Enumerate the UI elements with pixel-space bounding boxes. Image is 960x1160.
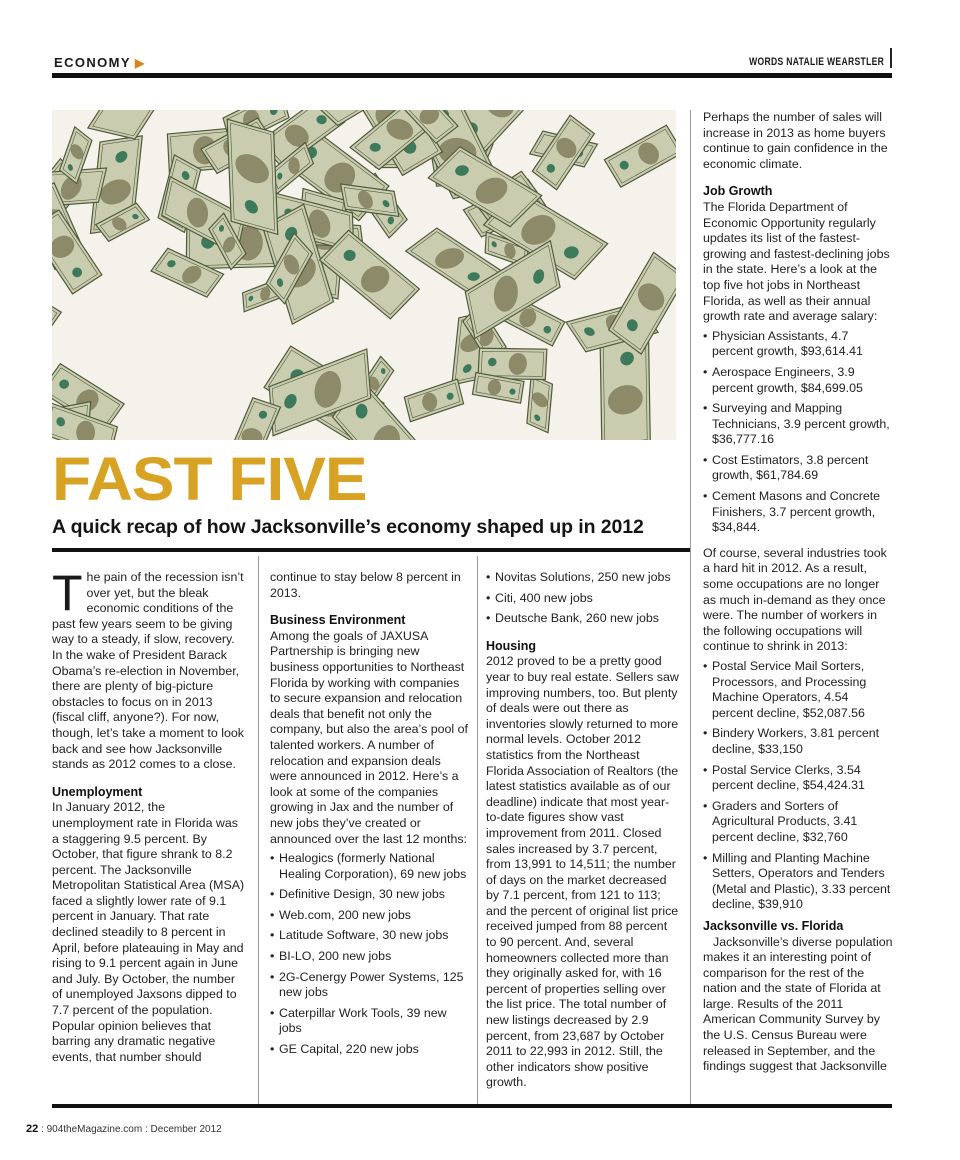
article-column-4: [703, 110, 893, 1075]
list-item: • Latitude Software, 30 new jobs: [270, 928, 468, 944]
list-item: • Aerospace Engineers, 3.9 percent growth, $84,699.05: [703, 365, 893, 396]
article-subtitle: A quick recap of how Jacksonville’s economy shaped up in 2012: [52, 516, 644, 538]
list-item: • Bindery Workers, 3.81 percent decline, $33,150: [703, 726, 893, 757]
article-column-2: [270, 570, 468, 1063]
list-item: • Postal Service Mail Sorters, Processors, and Processing Machine Operators, 4.54 percent decline, $52,087.56: [703, 659, 893, 721]
dollar-bill: [404, 379, 463, 422]
dollar-bill: [604, 125, 676, 187]
business-paragraph: Among the goals of JAXUSA Partnership is bringing new business opportunities to Northeast Florida by working with companies to secure expansion and relocation deals that benefit not only the company, but also the area’s pool of talented workers. A number of relocation and expansion deals were announced in 2012. Here’s a look at some of the companies growing in Jax and the number of new jobs they’ve created or announced over the last 12 months:: [270, 628, 468, 846]
job-growth-paragraph: The Florida Department of Economic Opportunity regularly updates its list of the fastest-growing and fastest-declining jobs in the state. Here’s a look at the top five hot jobs in Northeast Florida, as well as their annual growth rate and average salary:: [703, 199, 890, 324]
column-divider: [258, 556, 259, 1104]
list-item: • Milling and Planting Machine Setters, Operators and Tenders (Metal and Plastic), 3.33 percent decline, $39,910: [703, 851, 893, 913]
list-item: • BI-LO, 200 new jobs: [270, 949, 468, 965]
continued-paragraph: continue to stay below 8 percent in 2013.: [270, 570, 461, 600]
article-column-1: [52, 565, 248, 1065]
column-divider: [690, 110, 691, 1104]
section-name: ECONOMY: [54, 55, 131, 70]
list-item: • Caterpillar Work Tools, 39 new jobs: [270, 1006, 468, 1037]
page-folio: [26, 1123, 222, 1135]
hot-jobs-list: [703, 329, 893, 536]
list-item: • Novitas Solutions, 250 new jobs: [486, 570, 680, 586]
byline-divider: [890, 48, 892, 68]
column-divider: [477, 556, 478, 1104]
heading-job-growth: Job Growth: [703, 184, 773, 199]
companies-list: [270, 851, 468, 1058]
dollar-bill: [227, 119, 278, 234]
list-item: • Postal Service Clerks, 3.54 percent decline, $54,424.31: [703, 763, 893, 794]
heading-unemployment: Unemployment: [52, 784, 143, 799]
list-item: • Graders and Sorters of Agricultural Products, 3.41 percent decline, $32,760: [703, 799, 893, 846]
arrow-right-icon: ▶: [134, 56, 146, 70]
heading-jacksonville-vs-florida: Jacksonville vs. Florida: [703, 918, 844, 933]
heading-housing: Housing: [486, 638, 536, 653]
hero-image-money: [52, 110, 676, 440]
publication-info: : 904theMagazine.com : December 2012: [38, 1124, 222, 1135]
footer-rule: [52, 1104, 892, 1108]
list-item: • 2G-Cenergy Power Systems, 125 new jobs: [270, 970, 468, 1001]
intro-paragraph: [52, 565, 248, 773]
companies-list-continued: [486, 570, 680, 627]
list-item: • Cost Estimators, 3.8 percent growth, $61,784.69: [703, 453, 893, 484]
list-item: • Deutsche Bank, 260 new jobs: [486, 611, 680, 627]
header-rule: [52, 73, 892, 78]
article-column-3: [486, 570, 680, 1091]
article-title: FAST FIVE: [52, 444, 367, 514]
list-item: • Surveying and Mapping Technicians, 3.9 percent growth, $36,777.16: [703, 401, 893, 448]
list-item: • Cement Masons and Concrete Finishers, 3.7 percent growth, $34,844.: [703, 489, 893, 536]
list-item: • Physician Assistants, 4.7 percent growth, $93,614.41: [703, 329, 893, 360]
dollar-bill: [52, 286, 61, 332]
page-number: 22: [26, 1123, 39, 1135]
section-label: [54, 55, 146, 70]
list-item: • Healogics (formerly National Healing Corporation), 69 new jobs: [270, 851, 468, 882]
heading-business-environment: Business Environment: [270, 613, 406, 628]
decline-paragraph: Of course, several industries took a hard hit in 2012. As a result, some occupations are no longer as much in-demand as they once were. The number of workers in the following occupations will continue to shrink in 2013:: [703, 545, 887, 654]
list-item: • Definitive Design, 30 new jobs: [270, 887, 468, 903]
unemployment-paragraph: In January 2012, the unemployment rate in Florida was a staggering 9.5 percent. By October, that figure shrank to 8.2 percent. The Jacksonville Metropolitan Statistical Area (MSA) faced a slightly lower rate of 9.1 percent in January. That rate declined steadily to 8 percent in April, before plateauing in May and rising to 9.1 percent again in June and July. By October, the number of unemployed Jaxsons dipped to 7.7 percent of the population. Popular opinion believes that barring any dramatic negative events, that number should: [52, 800, 245, 1064]
dollar-bill: [527, 375, 553, 433]
flying-dollar-bills-illustration: [52, 110, 676, 440]
intro-text: he pain of the recession isn’t over yet, but the bleak economic conditions of the past few years seem to be giving way to a steady, if slow, recovery. In the wake of President Barack Obama’s re-election in November, there are plenty of big-picture obstacles to focus on in 2013 (fiscal cliff, anyone?). For now, though, let’s take a moment to look back and see how Jacksonville stands as 2012 comes to a close.: [52, 570, 244, 772]
housing-paragraph: 2012 proved to be a pretty good year to buy real estate. Sellers saw improving numbers, too. But plenty of deals were out there as inventories slowly returned to more normal levels. October 2012 statistics from the Northeast Florida Association of Realtors (the latest statistics available as of our deadline) indicate that most year-to-date figures show vast improvement from 2011. Closed sales increased by 3.7 percent, from 13,991 to 14,511; the number of days on the market decreased by 7.1 percent, from 121 to 113; and the percent of original list price received jumped from 88 percent to 90 percent. And, several homeowners collected more than they originally asked for, with 16 percent of properties selling over the list price. The total number of new listings decreased by 2.9 percent, from 23,687 by October 2011 to 22,993 in 2012. Still, the other indicators show positive growth.: [486, 654, 679, 1090]
list-item: • GE Capital, 220 new jobs: [270, 1042, 468, 1058]
drop-cap: T: [52, 565, 83, 621]
continued-paragraph: Perhaps the number of sales will increase in 2013 as home buyers continue to gain confidence in the economic climate.: [703, 110, 888, 171]
list-item: • Web.com, 200 new jobs: [270, 908, 468, 924]
declining-jobs-list: [703, 659, 893, 913]
title-rule: [52, 548, 690, 552]
byline: WORDS NATALIE WEARSTLER: [748, 56, 884, 68]
list-item: • Citi, 400 new jobs: [486, 591, 680, 607]
vs-paragraph: Jacksonville’s diverse population makes it an interesting point of comparison for the rest of the nation and the state of Florida at large. Results of the 2011 American Community Survey by the U.S. Census Bureau were released in September, and the findings suggest that Jacksonville: [703, 934, 893, 1074]
